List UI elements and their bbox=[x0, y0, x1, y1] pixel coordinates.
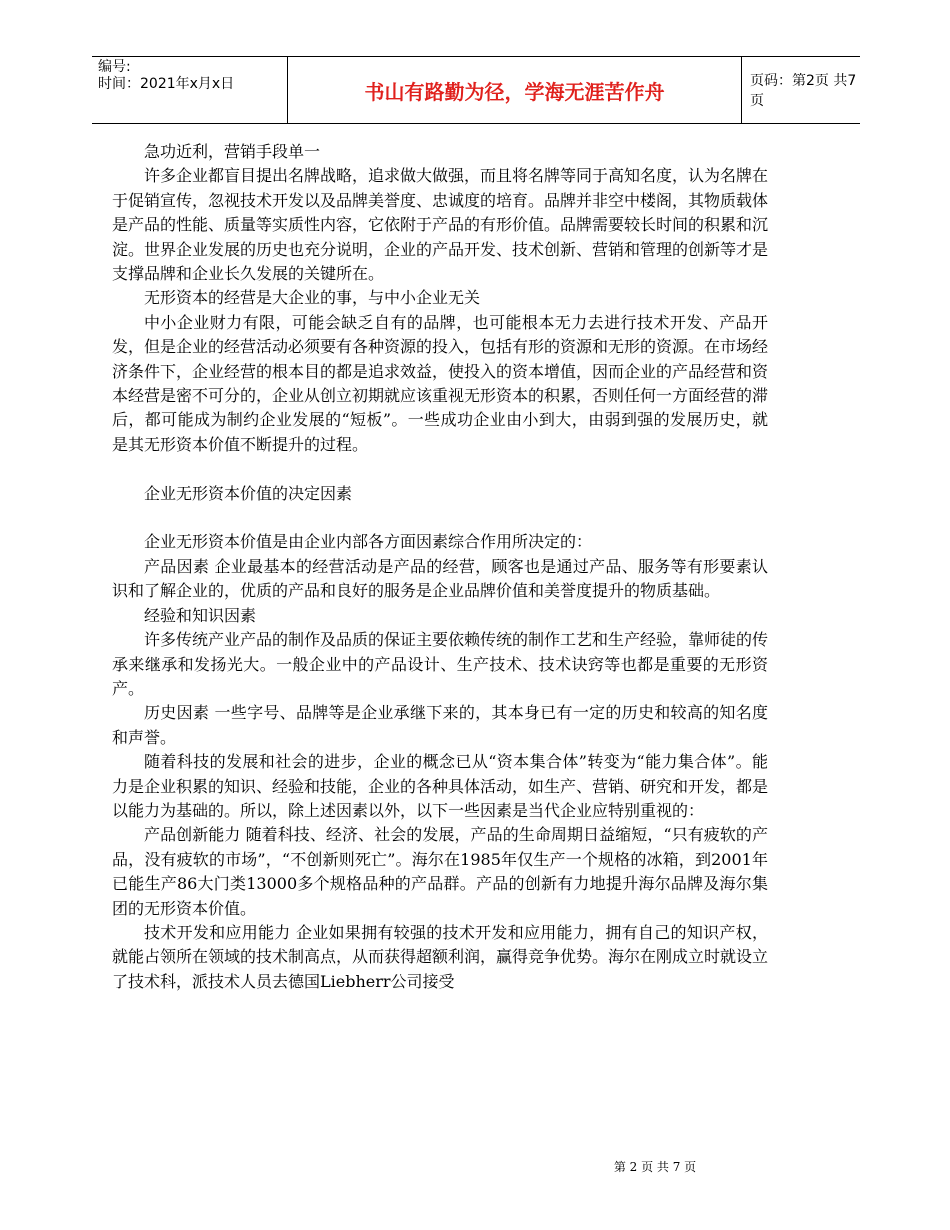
time-label: 时间：2021年x月x日 bbox=[98, 76, 235, 92]
section-heading: 企业无形资本价值的决定因素 bbox=[144, 483, 353, 503]
header-meta bbox=[92, 57, 287, 123]
paragraph: 随着科技的发展和社会的进步，企业的概念已从“资本集合体”转变为“能力集合体”。能力是企业积累的知识、经验和技能，企业的各种具体活动，如生产、营销、研究和开发，都是以能力为基础的。所以，除上述因素以外，以下一些因素是当代企业应特别重视的： bbox=[112, 752, 769, 820]
paragraph: 企业无形资本价值是由企业内部各方面因素综合作用所决定的： bbox=[144, 532, 593, 552]
paragraph: 历史因素 一些字号、品牌等是企业承继下来的，其本身已有一定的历史和较高的知名度和声誉。 bbox=[112, 703, 768, 747]
paragraph: 无形资本的经营是大企业的事，与中小企业无关 bbox=[144, 288, 481, 308]
page-header bbox=[92, 56, 860, 124]
document-body bbox=[112, 140, 768, 994]
paragraph: 技术开发和应用能力 企业如果拥有较强的技术开发和应用能力，拥有自己的知识产权，就能占领所在领域的技术制高点，从而获得超额利润，赢得竞争优势。海尔在刚成立时就设立了技术科，派技术人员去德国Liebherr公司接受 bbox=[112, 922, 769, 991]
paragraph: 中小企业财力有限，可能会缺乏自有的品牌，也可能根本无力去进行技术开发、产品开发，但是企业的经营活动必须要有各种资源的投入，包括有形的资源和无形的资源。在市场经济条件下，企业经营的根本目的都是追求效益，使投入的资本增值，因而企业的产品经营和资本经营是密不可分的，企业从创立初期就应该重视无形资本的积累，否则任何一方面经营的滞后，都可能成为制约企业发展的“短板”。一些成功企业由小到大，由弱到强的发展历史，就是其无形资本价值不断提升的过程。 bbox=[112, 312, 769, 454]
page-footer bbox=[0, 1158, 950, 1175]
paragraph: 产品创新能力 随着科技、经济、社会的发展，产品的生命周期日益缩短，“只有疲软的产品，没有疲软的市场”，“不创新则死亡”。海尔在1985年仅生产一个规格的冰箱，到2001年已能生产86大门类13000多个规格品种的产品群。产品的创新有力地提升海尔品牌及海尔集团的无形资本价值。 bbox=[112, 825, 768, 918]
code-label: 编号: bbox=[98, 59, 131, 75]
paragraph: 许多传统产业产品的制作及品质的保证主要依赖传统的制作工艺和生产经验，靠师徒的传承来继承和发扬光大。一般企业中的产品设计、生产技术、技术诀窍等也都是重要的无形资产。 bbox=[112, 630, 769, 698]
footer-page-number: 第 2 页 共 7 页 bbox=[613, 1160, 697, 1174]
paragraph: 产品因素 企业最基本的经营活动是产品的经营，顾客也是通过产品、服务等有形要素认识和了解企业的，优质的产品和良好的服务是企业品牌价值和美誉度提升的物质基础。 bbox=[112, 556, 768, 601]
header-page-label: 页码：第2页 共7页 bbox=[750, 73, 857, 109]
paragraph: 许多企业都盲目提出名牌战略，追求做大做强，而且将名牌等同于高知名度，认为名牌在于促销宣传，忽视技术开发以及品牌美誉度、忠诚度的培育。品牌并非空中楼阁，其物质载体是产品的性能、质量等实质性内容，它依附于产品的有形价值。品牌需要较长时间的积累和沉淀。世界企业发展的历史也充分说明，企业的产品开发、技术创新、营销和管理的创新等才是支撑品牌和企业长久发展的关键所在。 bbox=[112, 166, 769, 284]
paragraph: 急功近利，营销手段单一 bbox=[144, 142, 321, 161]
paragraph: 经验和知识因素 bbox=[144, 605, 257, 625]
header-motto: 书山有路勤为径，学海无涯苦作舟 bbox=[287, 57, 742, 123]
